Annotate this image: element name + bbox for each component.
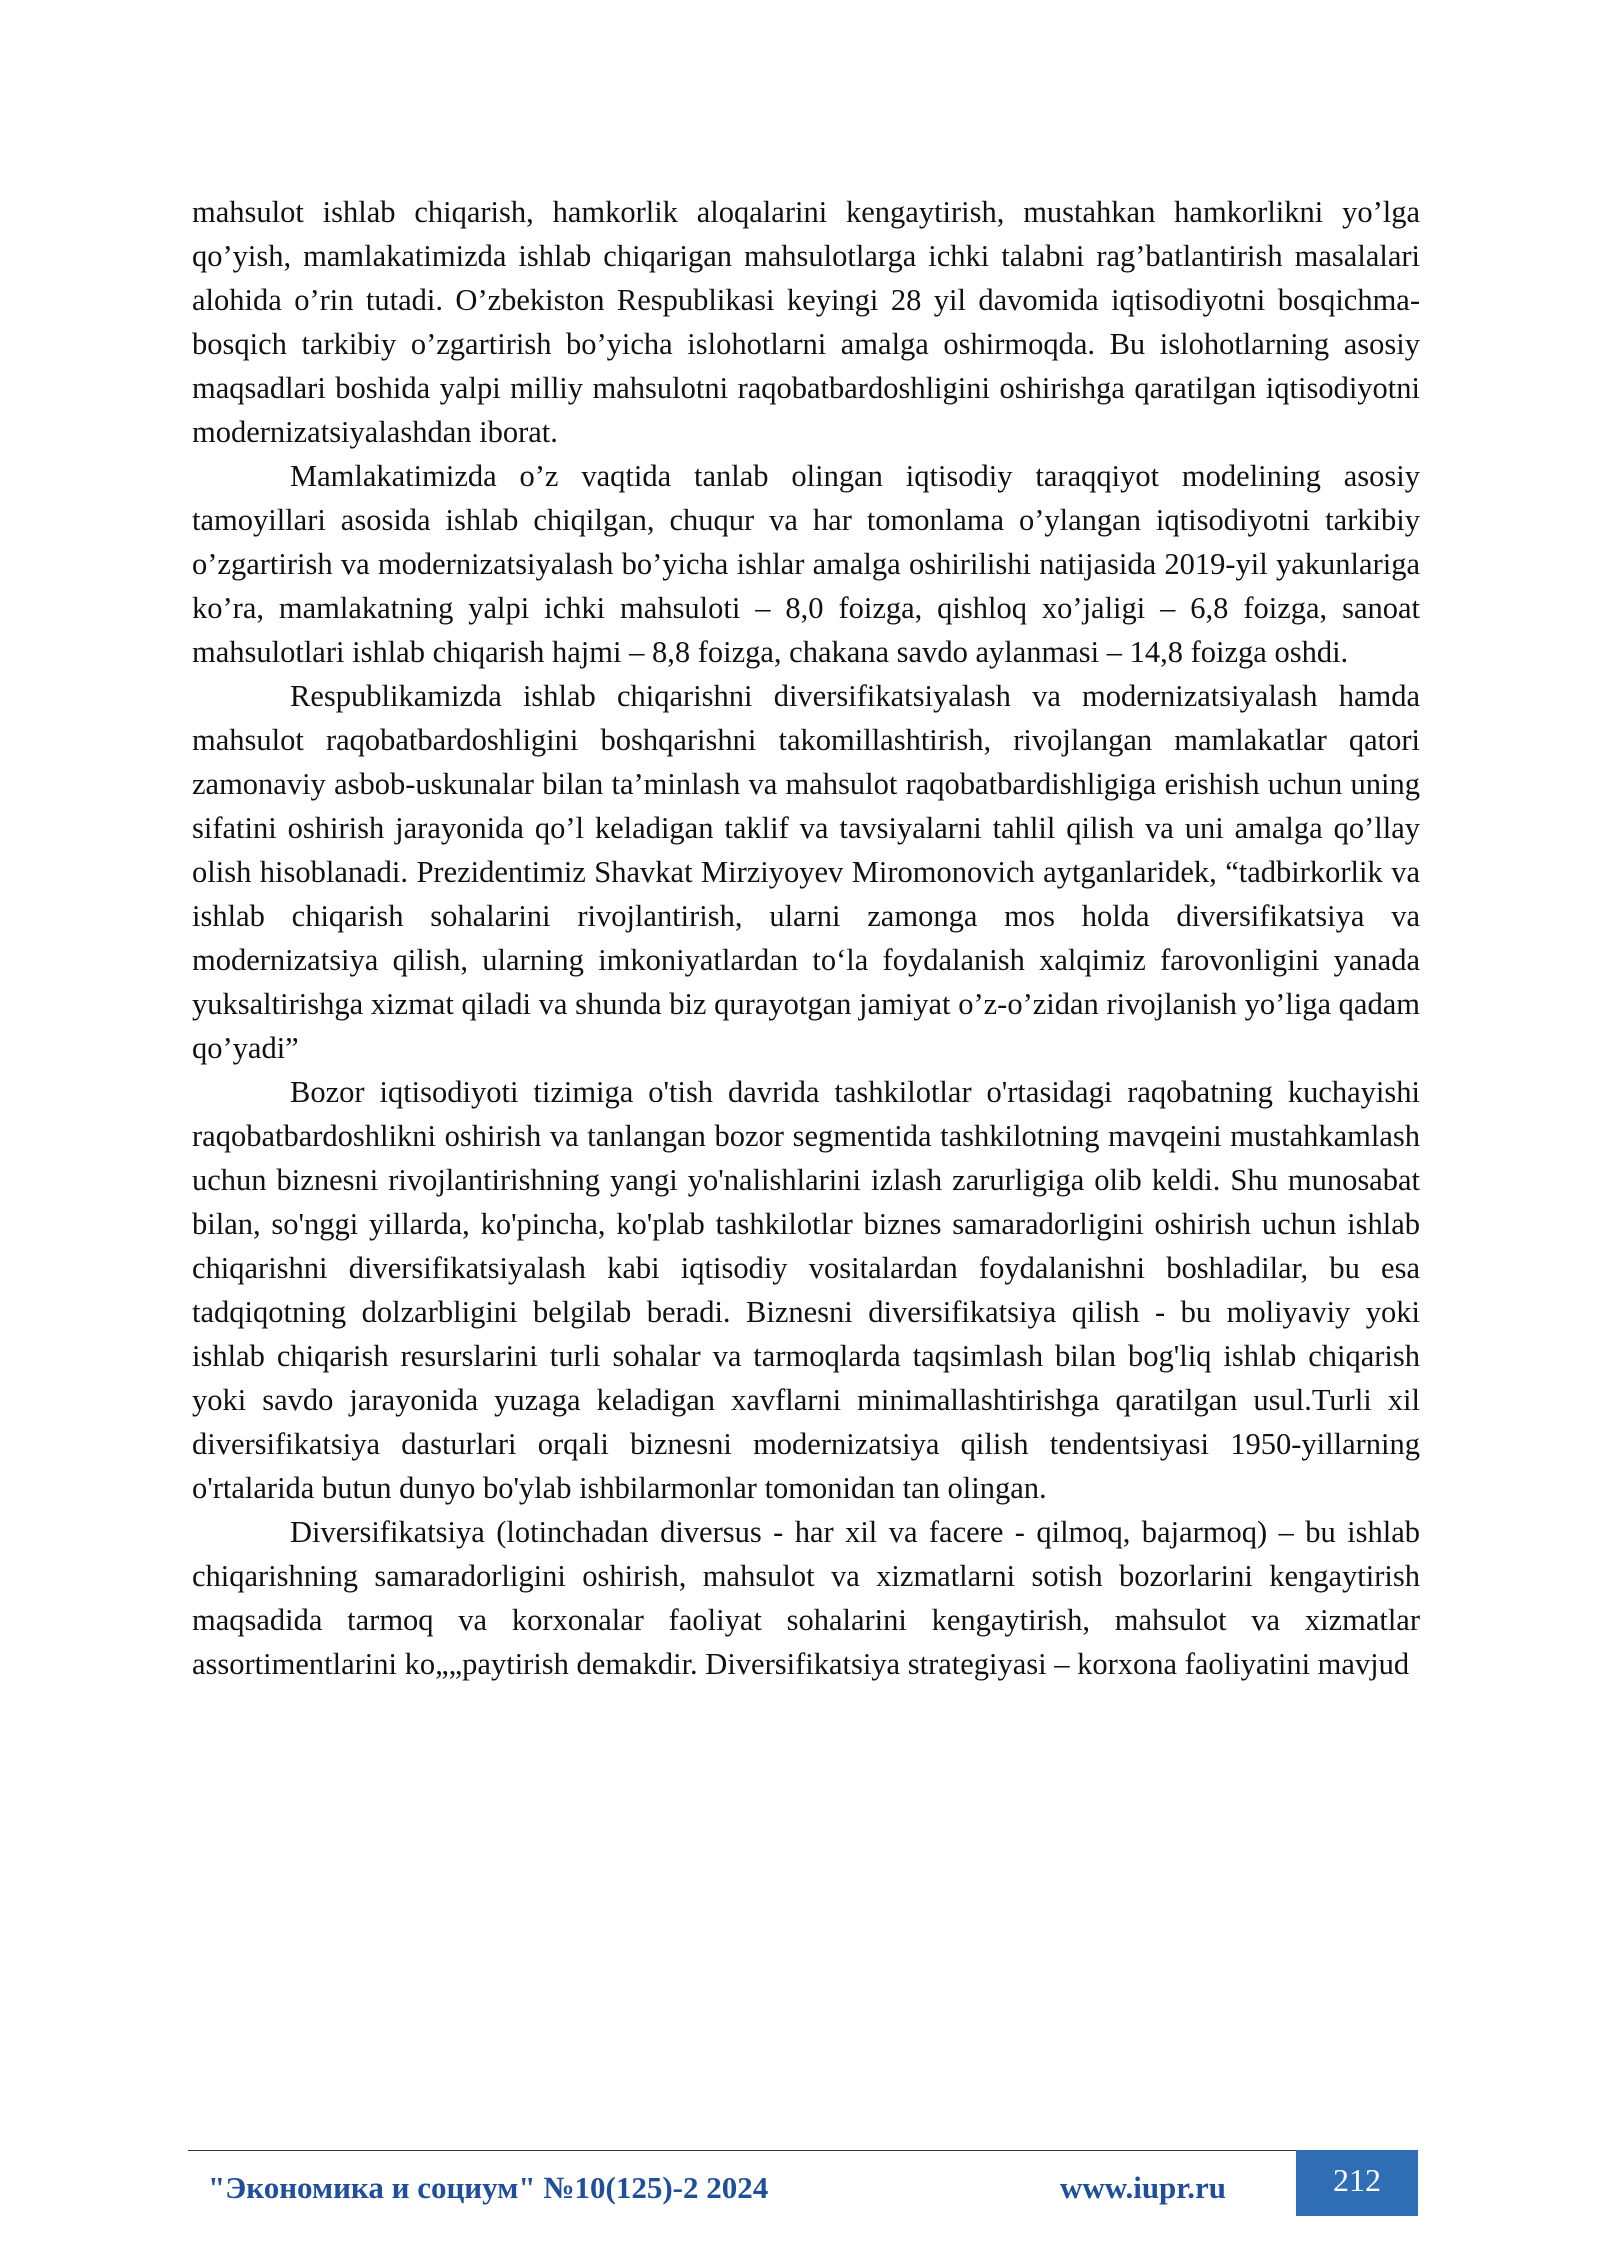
- paragraph-1: mahsulot ishlab chiqarish, hamkorlik aloqalarini kengaytirish, mustahkan hamkorlikni yo’lga qo’yish, mamlakatimizda ishlab chiqarigan mahsulotlarga ichki talabni rag’batlantirish masalalari alohida o’rin tutadi. O’zbekiston Respublikasi keyingi 28 yil davomida iqtisodiyotni bosqichma-bosqich tarkibiy o’zgartirish bo’yicha islohotlarni amalga oshirmoqda. Bu islohotlarning asosiy maqsadlari boshida yalpi milliy mahsulotni raqobatbardoshligini oshirishga qaratilgan iqtisodiyotni modernizatsiyalashdan iborat.: [192, 195, 1420, 449]
- document-body: [192, 190, 1420, 1686]
- paragraph-5: Diversifikatsiya (lotinchadan diversus - har xil va facere - qilmoq, bajarmoq) – bu ishlab chiqarishning samaradorligini oshirish, mahsulot va xizmatlarni sotish bozorlarini kengaytirish maqsadida tarmoq va korxonalar faoliyat sohalarini kengaytirish, mahsulot va xizmatlar assortimentlarini ko„„paytirish demakdir. Diversifikatsiya strategiyasi – korxona faoliyatini mavjud: [192, 1515, 1420, 1681]
- paragraph-4: Bozor iqtisodiyoti tizimiga o'tish davrida tashkilotlar o'rtasidagi raqobatning kuchayishi raqobatbardoshlikni oshirish va tanlangan bozor segmentida tashkilotning mavqeini mustahkamlash uchun biznesni rivojlantirishning yangi yo'nalishlarini izlash zarurligiga olib keldi. Shu munosabat bilan, so'nggi yillarda, ko'pincha, ko'plab tashkilotlar biznes samaradorligini oshirish uchun ishlab chiqarishni diversifikatsiyalash kabi iqtisodiy vositalardan foydalanishni boshladilar, bu esa tadqiqotning dolzarbligini belgilab beradi. Biznesni diversifikatsiya qilish - bu moliyaviy yoki ishlab chiqarish resurslarini turli sohalar va tarmoqlarda taqsimlash bilan bog'liq ishlab chiqarish yoki savdo jarayonida yuzaga keladigan xavflarni minimallashtirishga qaratilgan usul.Turli xil diversifikatsiya dasturlari orqali biznesni modernizatsiya qilish tendentsiyasi 1950-yillarning o'rtalarida butun dunyo bo'ylab ishbilarmonlar tomonidan tan olingan.: [192, 1075, 1420, 1505]
- paragraph-2: Mamlakatimizda o’z vaqtida tanlab olingan iqtisodiy taraqqiyot modelining asosiy tamoyillari asosida ishlab chiqilgan, chuqur va har tomonlama o’ylangan iqtisodiyotni tarkibiy o’zgartirish va modernizatsiyalash bo’yicha ishlar amalga oshirilishi natijasida 2019-yil yakunlariga ko’ra, mamlakatning yalpi ichki mahsuloti – 8,0 foizga, qishloq xo’jaligi – 6,8 foizga, sanoat mahsulotlari ishlab chiqarish hajmi – 8,8 foizga, chakana savdo aylanmasi – 14,8 foizga oshdi.: [192, 459, 1420, 669]
- footer-website-link[interactable]: www.iupr.ru: [1060, 2170, 1226, 2205]
- paragraph-3: Respublikamizda ishlab chiqarishni diversifikatsiyalash va modernizatsiyalash hamda mahsulot raqobatbardoshligini boshqarishni takomillashtirish, rivojlangan mamlakatlar qatori zamonaviy asbob-uskunalar bilan ta’minlash va mahsulot raqobatbardishligiga erishish uchun uning sifatini oshirish jarayonida qo’l keladigan taklif va tavsiyalarni tahlil qilish va uni amalga qo’llay olish hisoblanadi. Prezidentimiz Shavkat Mirziyoyev Miromonovich aytganlaridek, “tadbirkorlik va ishlab chiqarish sohalarini rivojlantirish, ularni zamonga mos holda diversifikatsiya va modernizatsiya qilish, ularning imkoniyatlardan to‘la foydalanish xalqimiz farovonligini yanada yuksaltirishga xizmat qiladi va shunda biz qurayotgan jamiyat o’z-o’zidan rivojlanish yo’liga qadam qo’yadi”: [192, 679, 1420, 1065]
- footer-divider: [188, 2150, 1300, 2151]
- page-number-badge: 212: [1296, 2150, 1418, 2216]
- footer-journal-title: "Экономика и социум" №10(125)-2 2024: [208, 2170, 769, 2205]
